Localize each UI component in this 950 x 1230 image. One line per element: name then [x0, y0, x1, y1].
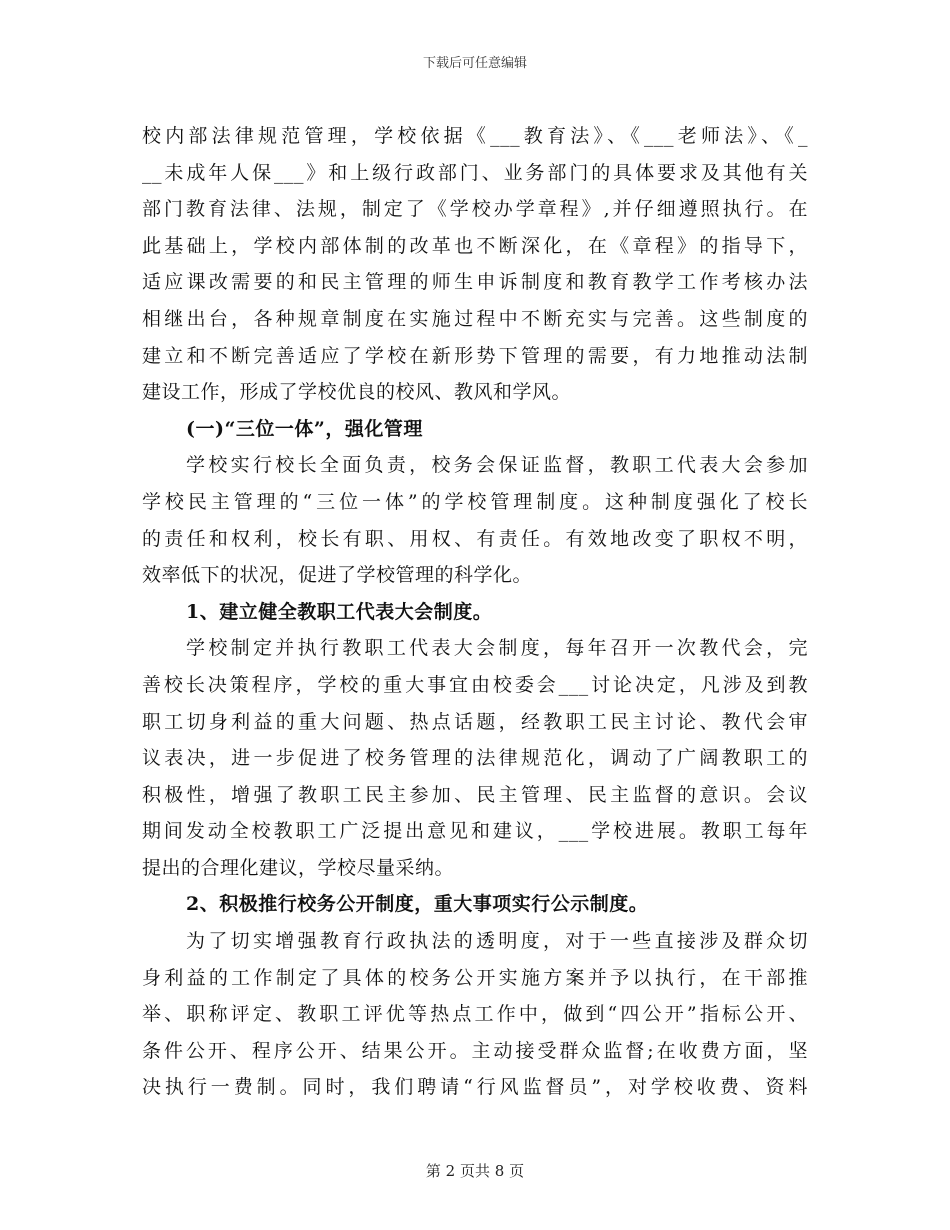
text-line: 适应课改需要的和民主管理的师生申诉制度和教育教学工作考核办法	[142, 271, 808, 294]
text-line: 期间发动全校教职工广泛提出意见和建议，___学校进展。教职工每年	[142, 820, 808, 843]
text-line: 为了切实增强教育行政执法的透明度，对于一些直接涉及群众切	[186, 930, 808, 953]
text-line: 提出的合理化建议，学校尽量采纳。	[142, 856, 455, 879]
text-line: 此基础上，学校内部体制的改革也不断深化，在《章程》的指导下，	[142, 234, 808, 257]
text-line: 学校民主管理的“三位一体”的学校管理制度。这种制度强化了校长	[142, 490, 808, 513]
text-line: 条件公开、程序公开、结果公开。主动接受群众监督;在收费方面，坚	[142, 1039, 808, 1062]
document-body	[142, 118, 808, 1106]
page-number: 第 2 页共 8 页	[425, 1162, 525, 1180]
text-line: 议表决，进一步促进了校务管理的法律规范化，调动了广阔教职工的	[142, 747, 808, 770]
text-line: 建设工作，形成了学校优良的校风、教风和学风。	[142, 381, 572, 404]
text-line: 校内部法律规范管理，学校依据《___教育法》、《___老师法》、《_	[142, 125, 808, 147]
text-line: 学校制定并执行教职工代表大会制度，每年召开一次教代会，完	[186, 637, 808, 660]
text-line: 学校实行校长全面负责，校务会保证监督，教职工代表大会参加	[186, 454, 808, 477]
text-line: 举、职称评定、教职工评优等热点工作中，做到“四公开”指标公开、	[142, 1003, 808, 1026]
section-heading: (一)“三位一体”，强化管理	[186, 417, 423, 440]
page-header: 下载后可任意编辑	[422, 56, 527, 71]
text-line: 决执行一费制。同时，我们聘请“行风监督员”，对学校收费、资料	[142, 1076, 808, 1099]
text-line: 相继出台，各种规章制度在实施过程中不断充实与完善。这些制度的	[142, 307, 808, 330]
text-line: __未成年人保___》和上级行政部门、业务部门的具体要求及其他有关	[142, 161, 808, 184]
text-line: 职工切身利益的重大问题、热点话题，经教职工民主讨论、教代会审	[142, 710, 808, 733]
text-line: 效率低下的状况，促进了学校管理的科学化。	[142, 564, 533, 587]
text-line: 部门教育法律、法规，制定了《学校办学章程》,并仔细遵照执行。在	[142, 198, 808, 221]
text-line: 建立和不断完善适应了学校在新形势下管理的需要，有力地推动法制	[142, 344, 808, 367]
section-heading: 2、积极推行校务公开制度，重大事项实行公示制度。	[186, 893, 649, 916]
text-line: 身利益的工作制定了具体的校务公开实施方案并予以执行，在干部推	[142, 966, 808, 989]
text-line: 善校长决策程序，学校的重大事宜由校委会___讨论决定，凡涉及到教	[142, 673, 808, 696]
text-line: 的责任和权利，校长有职、用权、有责任。有效地改变了职权不明，	[142, 527, 808, 550]
section-heading: 1、建立健全教职工代表大会制度。	[186, 600, 493, 623]
text-line: 积极性，增强了教职工民主参加、民主管理、民主监督的意识。会议	[142, 783, 808, 806]
